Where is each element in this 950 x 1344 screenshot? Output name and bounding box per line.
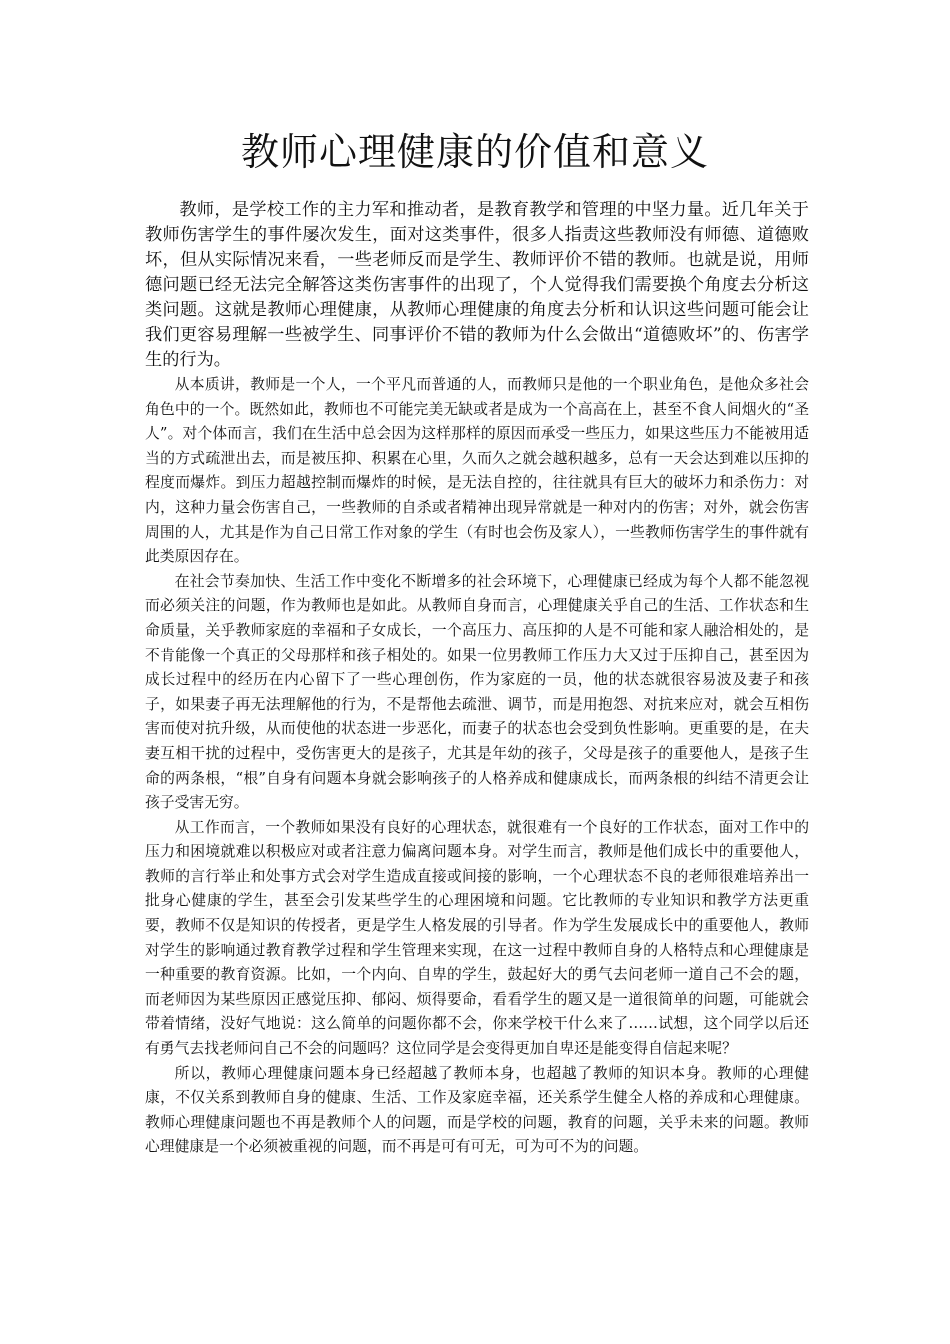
paragraph-5: 所以，教师心理健康问题本身已经超越了教师本身，也超越了教师的知识本身。教师的心理健康，不仅关系到教师自身的健康、生活、工作及家庭幸福，还关系学生健全人格的养成和心理健康。教师心理健康问题也不再是教师个人的问题，而是学校的问题，教育的问题，关乎未来的问题。教师心理健康是一个必须被重视的问题，而不再是可有可无，可为可不为的问题。 [145,1064,809,1156]
paragraph-2: 从本质讲，教师是一个人，一个平凡而普通的人，而教师只是他的一个职业角色，是他众多社会角色中的一个。既然如此，教师也不可能完美无缺或者是成为一个高高在上，甚至不食人间烟火的“圣人”。对个体而言，我们在生活中总会因为这样那样的原因而承受一些压力，如果这些压力不能被用适当的方式疏泄出去，而是被压抑、积累在心里，久而久之就会越积越多，总有一天会达到难以压抑的程度而爆炸。到压力超越控制而爆炸的时候，是无法自控的，往往就具有巨大的破坏力和杀伤力：对内，这种力量会伤害自己，一些教师的自杀或者精神出现异常就是一种对内的伤害；对外，就会伤害周围的人，尤其是作为自己日常工作对象的学生（有时也会伤及家人），一些教师伤害学生的事件就有此类原因存在。 [145,376,809,566]
paragraph-1: 教师，是学校工作的主力军和推动者，是教育教学和管理的中坚力量。近几年关于教师伤害学生的事件屡次发生，面对这类事件，很多人指责这些教师没有师德、道德败坏，但从实际情况来看，一些老师反而是学生、教师评价不错的教师。也就是说，用师德问题已经无法完全解答这类伤害事件的出现了，个人觉得我们需要换个角度去分析这类问题。这就是教师心理健康，从教师心理健康的角度去分析和认识这些问题可能会让我们更容易理解一些被学生、同事评价不错的教师为什么会做出“道德败坏”的、伤害学生的行为。 [145,200,809,370]
paragraph-4: 从工作而言，一个教师如果没有良好的心理状态，就很难有一个良好的工作状态，面对工作中的压力和困境就难以积极应对或者注意力偏离问题本身。对学生而言，教师是他们成长中的重要他人，教师的言行举止和处事方式会对学生造成直接或间接的影响，一个心理状态不良的老师很难培养出一批身心健康的学生，甚至会引发某些学生的心理困境和问题。它比教师的专业知识和教学方法更重要，教师不仅是知识的传授者，更是学生人格发展的引导者。作为学生发展成长中的重要他人，教师对学生的影响通过教育教学过程和学生管理来实现，在这一过程中教师自身的人格特点和心理健康是一种重要的教育资源。比如，一个内向、自卑的学生，鼓起好大的勇气去问老师一道自己不会的题，而老师因为某些原因正感觉压抑、郁闷、烦得要命，看看学生的题又是一道很简单的问题，可能就会带着情绪，没好气地说：这么简单的问题你都不会，你来学校干什么来了……试想，这个同学以后还有勇气去找老师问自己不会的问题吗？这位同学是会变得更加自卑还是能变得自信起来呢？ [145,818,809,1058]
document-body [145,198,809,1160]
document-title: 教师心理健康的价值和意义 [240,130,709,174]
paragraph-3: 在社会节奏加快、生活工作中变化不断增多的社会环境下，心理健康已经成为每个人都不能忽视而必须关注的问题，作为教师也是如此。从教师自身而言，心理健康关乎自己的生活、工作状态和生命质量，关乎教师家庭的幸福和子女成长，一个高压力、高压抑的人是不可能和家人融洽相处的，是不肯能像一个真正的父母那样和孩子相处的。如果一位男教师工作压力大又过于压抑自己，甚至因为成长过程中的经历在内心留下了一些心理创伤，作为家庭的一员，他的状态就很容易波及妻子和孩子，如果妻子再无法理解他的行为，不是帮他去疏泄、调节，而是用抱怨、对抗来应对，就会互相伤害而使对抗升级，从而使他的状态进一步恶化，而妻子的状态也会受到负性影响。更重要的是，在夫妻互相干扰的过程中，受伤害更大的是孩子，尤其是年幼的孩子，父母是孩子的重要他人，是孩子生命的两条根，“根”自身有问题本身就会影响孩子的人格养成和健康成长，而两条根的纠结不清更会让孩子受害无穷。 [145,572,809,812]
